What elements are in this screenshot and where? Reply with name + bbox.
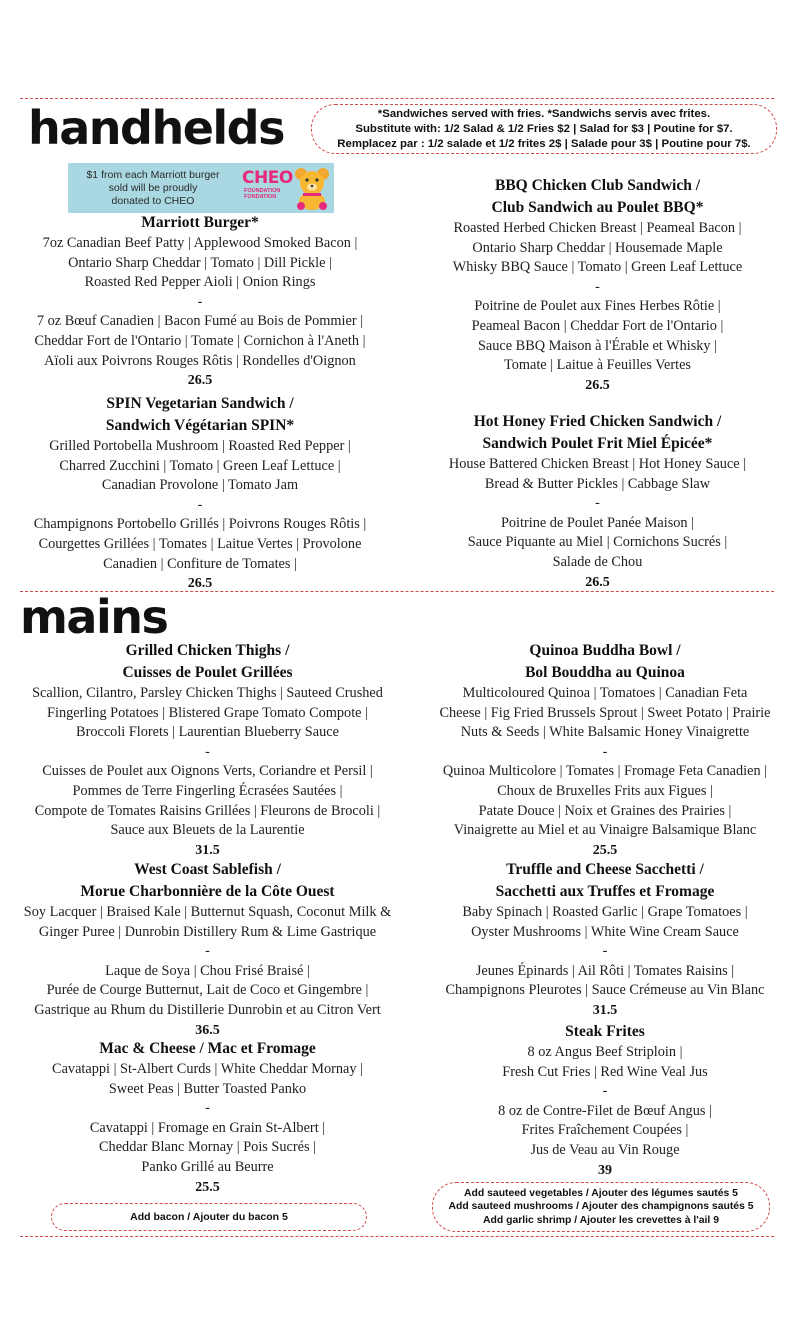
item-desc-en: Whisky BBQ Sauce | Tomato | Green Leaf Lettuce (452, 259, 743, 276)
notice-line: Substitute with: 1/2 Salad & 1/2 Fries $2 | Salad for $3 | Poutine for $7. (355, 122, 733, 135)
item-desc-en: Oyster Mushrooms | White Wine Cream Sauce (471, 923, 739, 940)
cheo-donation-text: $1 from each Marriott burger sold will be proudly donated to CHEO (86, 168, 220, 207)
teddy-bear-icon (292, 166, 332, 210)
item-desc-fr: 7 oz Bœuf Canadien | Bacon Fumé au Bois de Pommier | (36, 313, 364, 330)
item-desc-fr: Canadien | Confiture de Tomates | (103, 555, 297, 572)
item-desc-fr: Champignons Pleurotes | Sauce Crémeuse au Vin Blanc (445, 982, 765, 999)
item-desc-fr: Jus de Veau au Vin Rouge (530, 1141, 680, 1158)
item-name: West Coast Sablefish / (134, 861, 281, 878)
item-desc-fr: Cheddar Blanc Mornay | Pois Sucrés | (99, 1139, 316, 1156)
item-name: Sacchetti aux Truffes et Fromage (495, 883, 715, 900)
item-name: Truffle and Cheese Sacchetti / (506, 861, 704, 878)
item-name: Marriott Burger* (141, 214, 259, 231)
handhelds-title: handhelds (28, 101, 284, 155)
item-desc-en: Fingerling Potatoes | Blistered Grape Tomato Compote | (47, 704, 368, 721)
item-separator: - (205, 1100, 210, 1117)
top-divider (20, 98, 774, 99)
item-price: 26.5 (585, 377, 610, 393)
item-desc-en: Bread & Butter Pickles | Cabbage Slaw (484, 475, 711, 492)
item-name: Club Sandwich au Poulet BBQ* (491, 199, 704, 216)
item-desc-en: Sweet Peas | Butter Toasted Panko (108, 1080, 307, 1097)
item-desc-fr: Compote de Tomates Raisins Grillées | Fleurons de Brocoli | (34, 802, 381, 819)
item-desc-en: Fresh Cut Fries | Red Wine Veal Jus (502, 1063, 708, 1080)
item-desc-fr: Frites Fraîchement Coupées | (521, 1122, 689, 1139)
item-desc-fr: Patate Douce | Noix et Graines des Prairies | (478, 802, 732, 819)
item-desc-en: Scallion, Cilantro, Parsley Chicken Thighs | Sauteed Crushed (32, 685, 383, 701)
item-desc-fr: Purée de Courge Butternut, Lait de Coco et Gingembre | (46, 982, 369, 999)
item-desc-fr: Sauce BBQ Maison à l'Érable et Whisky | (477, 337, 718, 354)
item-desc-fr: Aïoli aux Poivrons Rouges Rôtis | Rondelles d'Oignon (44, 352, 356, 369)
item-name: Sandwich Poulet Frit Miel Épicée* (482, 435, 713, 452)
addon-line: Add bacon / Ajouter du bacon 5 (130, 1210, 288, 1223)
item-name: SPIN Vegetarian Sandwich / (106, 395, 294, 412)
menu-item-grilled-chicken-thighs (0, 640, 415, 860)
item-desc-en: Roasted Herbed Chicken Breast | Peameal Bacon | (453, 220, 742, 236)
item-desc-en: Nuts & Seeds | White Balsamic Honey Vinaigrette (460, 724, 750, 741)
item-desc-fr: Salade de Chou (552, 553, 643, 570)
item-desc-en: Cheese | Fig Fried Brussels Sprout | Sweet Potato | Prairie (439, 704, 771, 721)
item-desc-fr: Sauce aux Bleuets de la Laurentie (110, 822, 305, 839)
menu-item-truffle-cheese-sacchetti (415, 859, 795, 1021)
menu-item-spin-vegetarian-sandwich (0, 393, 400, 594)
menu-item-west-coast-sablefish (0, 859, 415, 1040)
item-desc-en: Ginger Puree | Dunrobin Distillery Rum & Lime Gastrique (38, 923, 377, 940)
item-separator: - (205, 943, 210, 960)
item-desc-fr: Champignons Portobello Grillés | Poivrons Rouges Rôtis | (33, 516, 367, 533)
item-price: 39 (598, 1162, 612, 1178)
item-price: 26.5 (187, 373, 213, 389)
item-desc-en: Ontario Sharp Cheddar | Tomato | Dill Pickle | (68, 254, 332, 271)
cheo-logo (238, 163, 334, 213)
item-price: 31.5 (592, 1002, 618, 1018)
item-price: 26.5 (585, 574, 610, 590)
addon-line: Add sauteed vegetables / Ajouter des légumes sautés 5 (464, 1187, 738, 1199)
item-separator: - (602, 743, 608, 760)
item-name: Hot Honey Fried Chicken Sandwich / (473, 413, 722, 430)
item-name: Quinoa Buddha Bowl / (529, 642, 681, 659)
item-desc-en: House Battered Chicken Breast | Hot Honey Sauce | (448, 456, 747, 472)
item-desc-fr: Peameal Bacon | Cheddar Fort de l'Ontario | (471, 317, 724, 334)
item-desc-en: Soy Lacquer | Braised Kale | Butternut Squash, Coconut Milk & (23, 904, 392, 920)
cheo-foundation-label: FOUNDATION FONDATION (244, 188, 281, 200)
addon-bacon-box (51, 1203, 367, 1231)
item-name: Steak Frites (565, 1023, 645, 1040)
item-desc-fr: Quinoa Multicolore | Tomates | Fromage Feta Canadien | (442, 763, 768, 780)
item-separator: - (602, 943, 608, 960)
item-price: 25.5 (195, 1179, 220, 1195)
item-desc-fr: Pommes de Terre Fingerling Écrasées Sautées | (72, 782, 343, 799)
item-price: 26.5 (187, 576, 213, 592)
item-name: Morue Charbonnière de la Côte Ouest (80, 883, 335, 900)
addon-extras-box (432, 1182, 770, 1232)
item-price: 31.5 (195, 842, 220, 858)
item-desc-fr: Choux de Bruxelles Frits aux Figues | (497, 782, 713, 799)
item-separator: - (197, 496, 203, 513)
item-desc-fr: Gastrique au Rhum du Distillerie Dunrobin et au Citron Vert (34, 1001, 381, 1018)
item-desc-fr: Cheddar Fort de l'Ontario | Tomate | Cornichon à l'Aneth | (34, 332, 366, 349)
menu-item-marriott-burger (0, 212, 400, 391)
item-price: 36.5 (195, 1022, 220, 1038)
item-desc-en: Ontario Sharp Cheddar | Housemade Maple (472, 239, 723, 256)
notice-line: Remplacez par : 1/2 salade et 1/2 frites 2$ | Salade pour 3$ | Poutine pour 7$. (337, 137, 751, 150)
item-separator: - (602, 1083, 608, 1100)
item-desc-fr: Courgettes Grillées | Tomates | Laitue Vertes | Provolone (38, 535, 362, 552)
item-price: 25.5 (592, 842, 618, 858)
item-name: BBQ Chicken Club Sandwich / (494, 177, 700, 194)
sandwich-notice (311, 104, 777, 154)
item-desc-fr: Poitrine de Poulet Panée Maison | (500, 514, 695, 531)
item-desc-fr: Cuisses de Poulet aux Oignons Verts, Coriandre et Persil | (42, 763, 373, 780)
item-separator: - (595, 278, 600, 295)
item-name: Mac & Cheese / Mac et Fromage (99, 1040, 316, 1057)
notice-line: *Sandwiches served with fries. *Sandwichs servis avec frites. (377, 107, 711, 120)
item-desc-en: Grilled Portobella Mushroom | Roasted Red Pepper | (49, 438, 351, 454)
item-separator: - (205, 743, 210, 760)
menu-item-steak-frites (415, 1021, 795, 1180)
item-separator: - (595, 495, 600, 512)
item-desc-en: Multicoloured Quinoa | Tomatoes | Canadian Feta (462, 685, 748, 701)
item-desc-en: Roasted Red Pepper Aioli | Onion Rings (84, 274, 316, 291)
menu-item-hot-honey-chicken-sandwich (400, 411, 795, 592)
item-desc-fr: Cavatappi | Fromage en Grain St-Albert | (89, 1119, 326, 1136)
item-desc-en: 8 oz Angus Beef Striploin | (527, 1044, 683, 1060)
menu-item-bbq-chicken-club (400, 175, 795, 395)
item-name: Cuisses de Poulet Grillées (122, 664, 293, 681)
item-desc-fr: Tomate | Laitue à Feuilles Vertes (503, 357, 691, 374)
cheo-banner (68, 163, 334, 213)
item-desc-en: Canadian Provolone | Tomato Jam (101, 477, 299, 494)
item-separator: - (197, 293, 203, 310)
item-desc-en: Baby Spinach | Roasted Garlic | Grape Tomatoes | (462, 904, 748, 920)
item-name: Bol Bouddha au Quinoa (525, 664, 685, 681)
item-desc-en: Broccoli Florets | Laurentian Blueberry Sauce (76, 724, 339, 741)
addon-line: Add garlic shrimp / Ajouter les crevettes à l'ail 9 (483, 1214, 719, 1226)
menu-item-quinoa-buddha-bowl (415, 640, 795, 860)
item-name: Sandwich Végétarian SPIN* (105, 417, 295, 434)
cheo-wordmark: CHEO (242, 168, 293, 188)
item-desc-fr: Laque de Soya | Chou Frisé Braisé | (105, 962, 310, 979)
item-desc-fr: Vinaigrette au Miel et au Vinaigre Balsamique Blanc (453, 822, 757, 839)
bottom-divider (20, 1236, 774, 1237)
item-desc-en: Charred Zucchini | Tomato | Green Leaf Lettuce | (59, 457, 341, 474)
addon-line: Add sauteed mushrooms / Ajouter des champignons sautés 5 (448, 1201, 754, 1213)
mains-title: mains (20, 590, 168, 644)
item-desc-fr: Panko Grillé au Beurre (141, 1158, 274, 1175)
item-name: Grilled Chicken Thighs / (125, 642, 290, 659)
item-desc-fr: Poitrine de Poulet aux Fines Herbes Rôtie | (474, 298, 721, 315)
item-desc-en: 7oz Canadian Beef Patty | Applewood Smoked Bacon | (42, 235, 358, 251)
item-desc-en: Cavatappi | St-Albert Curds | White Cheddar Mornay | (52, 1061, 363, 1077)
menu-item-mac-and-cheese (0, 1038, 415, 1197)
item-desc-fr: 8 oz de Contre-Filet de Bœuf Angus | (498, 1102, 712, 1119)
item-desc-fr: Jeunes Épinards | Ail Rôti | Tomates Raisins | (475, 962, 735, 979)
item-desc-fr: Sauce Piquante au Miel | Cornichons Sucrés | (467, 534, 728, 551)
